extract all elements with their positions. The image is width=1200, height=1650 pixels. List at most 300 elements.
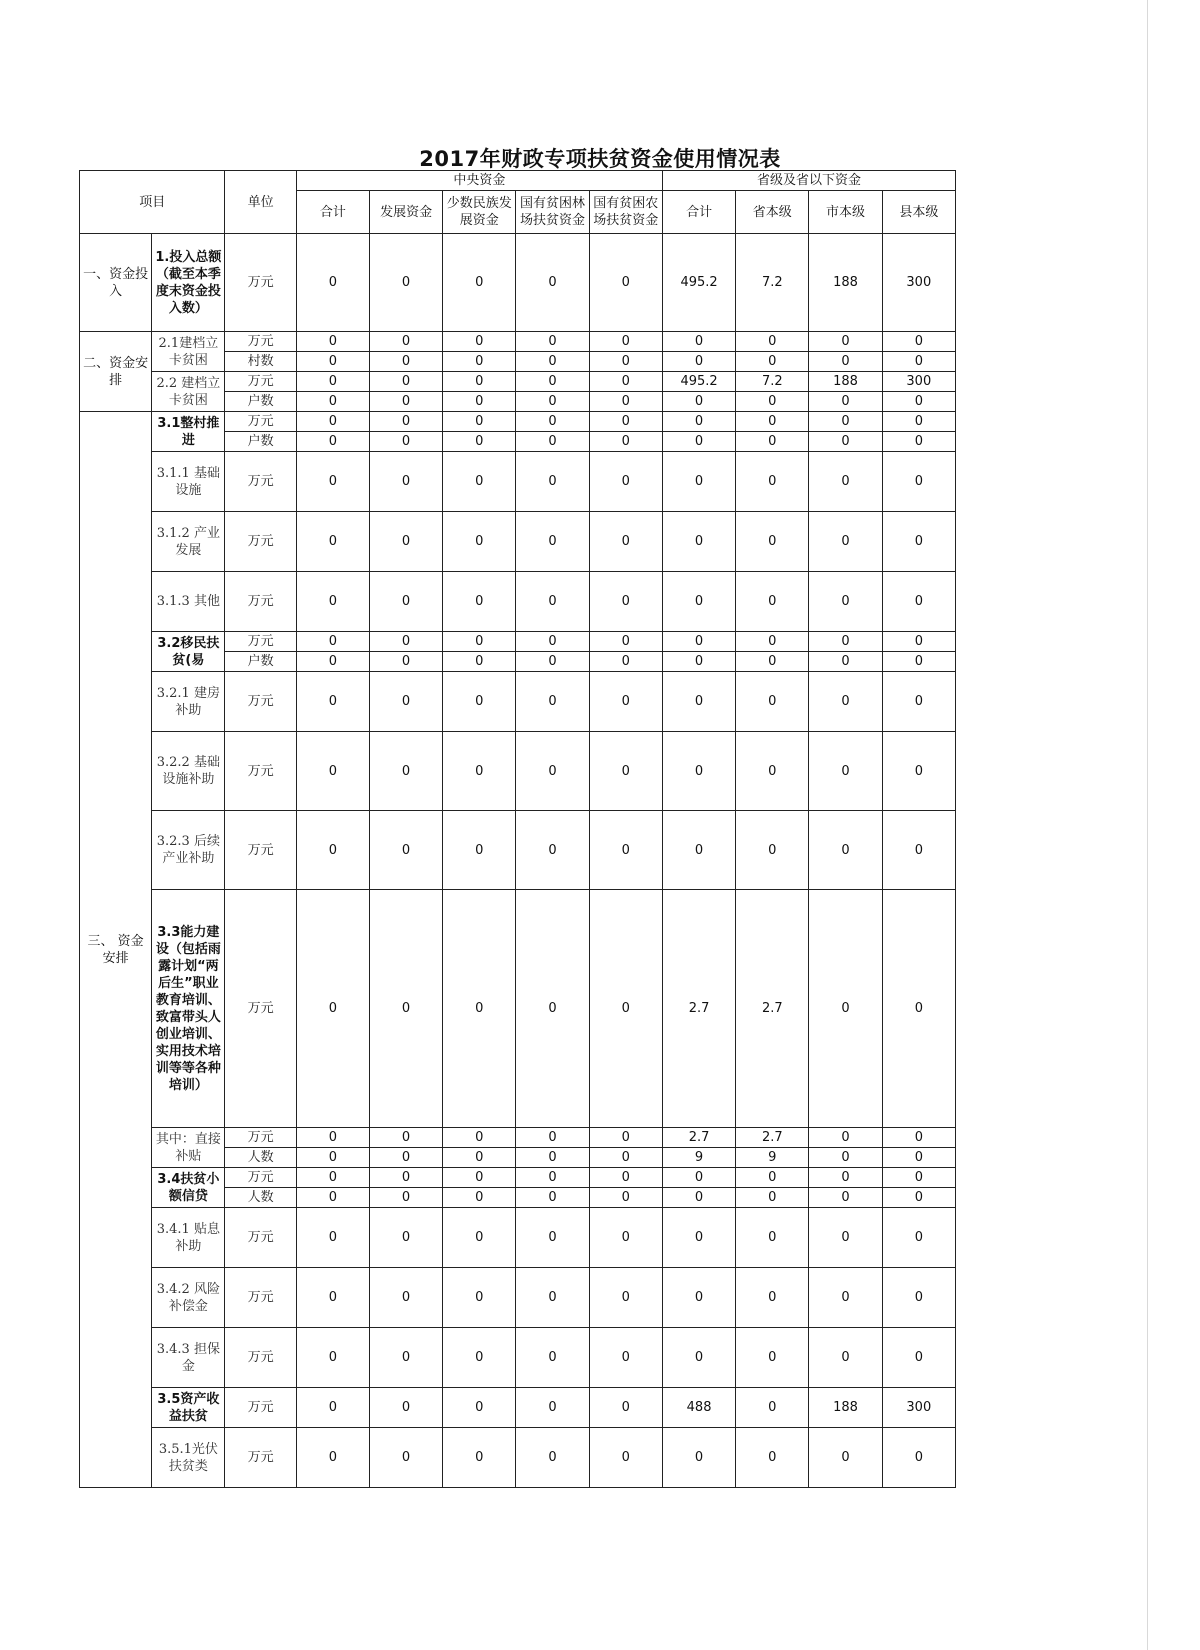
value-cell: 0 (809, 392, 882, 412)
value-cell: 0 (369, 1188, 442, 1208)
value-cell: 0 (369, 890, 442, 1128)
unit-cell: 万元 (225, 1388, 296, 1428)
value-cell: 0 (443, 572, 516, 632)
value-cell: 300 (882, 1388, 955, 1428)
header-row-1 (80, 171, 956, 191)
value-cell: 0 (443, 1388, 516, 1428)
value-cell: 0 (443, 1168, 516, 1188)
value-cell: 0 (589, 1128, 662, 1148)
value-cell: 0 (662, 1328, 735, 1388)
value-cell: 300 (882, 234, 955, 332)
value-cell: 0 (516, 632, 589, 652)
table-row (80, 1328, 956, 1388)
value-cell: 0 (809, 811, 882, 890)
section-label: 一、资金投入 (80, 234, 152, 332)
value-cell: 2.7 (662, 890, 735, 1128)
value-cell: 0 (516, 890, 589, 1128)
value-cell: 0 (882, 811, 955, 890)
value-cell: 0 (589, 512, 662, 572)
value-cell: 0 (443, 1148, 516, 1168)
value-cell: 0 (296, 632, 369, 652)
value-cell: 0 (516, 432, 589, 452)
unit-cell: 万元 (225, 811, 296, 890)
value-cell: 0 (296, 652, 369, 672)
value-cell: 0 (369, 1388, 442, 1428)
value-cell: 0 (589, 234, 662, 332)
value-cell: 0 (809, 890, 882, 1128)
item-label: 3.2.2 基础设施补助 (152, 732, 225, 811)
value-cell: 0 (443, 452, 516, 512)
value-cell: 0 (516, 1328, 589, 1388)
value-cell: 0 (369, 432, 442, 452)
value-cell: 0 (516, 1388, 589, 1428)
header-item: 项目 (80, 171, 225, 234)
value-cell: 0 (736, 512, 809, 572)
value-cell: 0 (809, 1328, 882, 1388)
value-cell: 0 (809, 632, 882, 652)
value-cell: 0 (296, 1328, 369, 1388)
value-cell: 0 (296, 732, 369, 811)
poverty-fund-table (79, 170, 956, 1488)
value-cell: 0 (296, 1428, 369, 1488)
value-cell: 0 (809, 1128, 882, 1148)
value-cell: 0 (882, 890, 955, 1128)
value-cell: 0 (443, 652, 516, 672)
unit-cell: 万元 (225, 1268, 296, 1328)
value-cell: 0 (516, 672, 589, 732)
table-row (80, 234, 956, 332)
table-row (80, 1388, 956, 1428)
value-cell: 0 (809, 1208, 882, 1268)
value-cell: 0 (296, 452, 369, 512)
value-cell: 0 (882, 632, 955, 652)
value-cell: 0 (516, 372, 589, 392)
header-central-farm: 国有贫困农场扶贫资金 (589, 191, 662, 234)
value-cell: 0 (589, 890, 662, 1128)
value-cell: 7.2 (736, 372, 809, 392)
value-cell: 0 (516, 1428, 589, 1488)
value-cell: 0 (589, 392, 662, 412)
value-cell: 0 (662, 1188, 735, 1208)
unit-cell: 万元 (225, 234, 296, 332)
value-cell: 0 (662, 811, 735, 890)
value-cell: 0 (589, 432, 662, 452)
value-cell: 0 (296, 412, 369, 432)
value-cell: 2.7 (736, 890, 809, 1128)
item-label: 3.4.2 风险补偿金 (152, 1268, 225, 1328)
value-cell: 0 (296, 890, 369, 1128)
value-cell: 0 (882, 1268, 955, 1328)
header-prov-total: 合计 (662, 191, 735, 234)
table-row (80, 512, 956, 572)
table-row (80, 632, 956, 652)
table-row (80, 672, 956, 732)
value-cell: 0 (882, 572, 955, 632)
value-cell: 0 (882, 512, 955, 572)
value-cell: 0 (296, 234, 369, 332)
value-cell: 0 (736, 1208, 809, 1268)
table-row (80, 572, 956, 632)
value-cell: 0 (443, 1208, 516, 1268)
value-cell: 0 (369, 332, 442, 352)
value-cell: 0 (516, 1268, 589, 1328)
scan-edge (1147, 0, 1148, 1650)
value-cell: 0 (736, 352, 809, 372)
value-cell: 0 (589, 672, 662, 732)
value-cell: 0 (443, 732, 516, 811)
value-cell: 0 (516, 392, 589, 412)
value-cell: 0 (736, 332, 809, 352)
value-cell: 0 (443, 811, 516, 890)
value-cell: 0 (443, 1268, 516, 1328)
value-cell: 0 (369, 452, 442, 512)
value-cell: 0 (809, 732, 882, 811)
value-cell: 0 (882, 412, 955, 432)
value-cell: 0 (736, 452, 809, 512)
item-label: 3.1整村推进 (152, 412, 225, 452)
value-cell: 0 (516, 1168, 589, 1188)
value-cell: 0 (662, 352, 735, 372)
value-cell: 488 (662, 1388, 735, 1428)
value-cell: 0 (516, 234, 589, 332)
header-prov-province: 省本级 (736, 191, 809, 234)
value-cell: 0 (882, 1148, 955, 1168)
table-row (80, 1428, 956, 1488)
value-cell: 0 (662, 1168, 735, 1188)
value-cell: 0 (296, 672, 369, 732)
value-cell: 0 (296, 1168, 369, 1188)
table-row (80, 412, 956, 432)
value-cell: 0 (296, 352, 369, 372)
value-cell: 0 (809, 432, 882, 452)
value-cell: 0 (736, 1168, 809, 1188)
value-cell: 2.7 (662, 1128, 735, 1148)
value-cell: 0 (736, 811, 809, 890)
value-cell: 0 (516, 1128, 589, 1148)
item-label: 3.1.3 其他 (152, 572, 225, 632)
value-cell: 0 (369, 1328, 442, 1388)
unit-cell: 户数 (225, 392, 296, 412)
section-label: 三、 资金安排 (80, 412, 152, 1488)
value-cell: 0 (369, 632, 442, 652)
value-cell: 0 (589, 372, 662, 392)
value-cell: 0 (443, 234, 516, 332)
value-cell: 0 (662, 572, 735, 632)
value-cell: 0 (882, 432, 955, 452)
value-cell: 0 (296, 372, 369, 392)
unit-cell: 户数 (225, 432, 296, 452)
value-cell: 495.2 (662, 234, 735, 332)
value-cell: 0 (882, 1328, 955, 1388)
item-label: 3.4.3 担保金 (152, 1328, 225, 1388)
value-cell: 9 (662, 1148, 735, 1168)
value-cell: 0 (662, 632, 735, 652)
value-cell: 7.2 (736, 234, 809, 332)
value-cell: 0 (516, 512, 589, 572)
item-label: 3.3能力建设（包括雨露计划“两后生”职业教育培训、致富带头人创业培训、实用技术培训等等各种培训） (152, 890, 225, 1128)
value-cell: 0 (296, 432, 369, 452)
value-cell: 0 (662, 512, 735, 572)
unit-cell: 万元 (225, 632, 296, 652)
value-cell: 0 (516, 332, 589, 352)
value-cell: 0 (443, 352, 516, 372)
item-label: 3.5资产收益扶贫 (152, 1388, 225, 1428)
value-cell: 9 (736, 1148, 809, 1168)
header-central-minority: 少数民族发展资金 (443, 191, 516, 234)
value-cell: 0 (296, 572, 369, 632)
value-cell: 0 (369, 672, 442, 732)
value-cell: 0 (882, 672, 955, 732)
value-cell: 0 (662, 652, 735, 672)
value-cell: 0 (736, 1388, 809, 1428)
value-cell: 0 (296, 1388, 369, 1428)
section-label: 二、资金安排 (80, 332, 152, 412)
value-cell: 0 (589, 412, 662, 432)
value-cell: 0 (662, 1208, 735, 1268)
value-cell: 0 (662, 332, 735, 352)
value-cell: 0 (809, 572, 882, 632)
unit-cell: 万元 (225, 1328, 296, 1388)
value-cell: 0 (369, 811, 442, 890)
value-cell: 0 (882, 1188, 955, 1208)
value-cell: 0 (589, 811, 662, 890)
value-cell: 0 (369, 572, 442, 632)
value-cell: 0 (589, 1388, 662, 1428)
value-cell: 0 (369, 732, 442, 811)
value-cell: 0 (809, 332, 882, 352)
header-provincial: 省级及省以下资金 (662, 171, 955, 191)
value-cell: 0 (662, 1428, 735, 1488)
value-cell: 0 (589, 1168, 662, 1188)
value-cell: 0 (369, 1428, 442, 1488)
header-central: 中央资金 (296, 171, 662, 191)
item-label: 3.1.1 基础设施 (152, 452, 225, 512)
item-label: 3.4.1 贴息补助 (152, 1208, 225, 1268)
table-row (80, 1268, 956, 1328)
header-prov-city: 市本级 (809, 191, 882, 234)
value-cell: 0 (443, 392, 516, 412)
value-cell: 0 (882, 1208, 955, 1268)
item-label: 3.4扶贫小额信贷 (152, 1168, 225, 1208)
value-cell: 188 (809, 234, 882, 332)
value-cell: 0 (736, 652, 809, 672)
value-cell: 0 (882, 1428, 955, 1488)
value-cell: 0 (736, 412, 809, 432)
value-cell: 0 (662, 732, 735, 811)
value-cell: 0 (369, 512, 442, 572)
value-cell: 0 (443, 1428, 516, 1488)
value-cell: 0 (736, 1268, 809, 1328)
value-cell: 0 (443, 1128, 516, 1148)
item-label: 3.2移民扶贫(易 (152, 632, 225, 672)
value-cell: 495.2 (662, 372, 735, 392)
value-cell: 0 (736, 1328, 809, 1388)
value-cell: 0 (736, 432, 809, 452)
unit-cell: 万元 (225, 732, 296, 811)
value-cell: 0 (369, 1268, 442, 1328)
item-label: 1.投入总额（截至本季度末资金投入数） (152, 234, 225, 332)
table-row (80, 1168, 956, 1188)
value-cell: 0 (589, 652, 662, 672)
header-central-dev: 发展资金 (369, 191, 442, 234)
value-cell: 0 (589, 332, 662, 352)
unit-cell: 万元 (225, 512, 296, 572)
value-cell: 0 (589, 1188, 662, 1208)
value-cell: 0 (369, 1208, 442, 1268)
value-cell: 0 (882, 332, 955, 352)
value-cell: 0 (296, 512, 369, 572)
item-label: 3.2.1 建房补助 (152, 672, 225, 732)
unit-cell: 村数 (225, 352, 296, 372)
value-cell: 0 (736, 572, 809, 632)
header-central-total: 合计 (296, 191, 369, 234)
value-cell: 0 (443, 412, 516, 432)
value-cell: 0 (589, 452, 662, 512)
value-cell: 0 (809, 672, 882, 732)
unit-cell: 万元 (225, 672, 296, 732)
value-cell: 0 (589, 632, 662, 652)
item-label: 其中：直接补贴 (152, 1128, 225, 1168)
value-cell: 0 (589, 1268, 662, 1328)
value-cell: 0 (296, 811, 369, 890)
unit-cell: 万元 (225, 572, 296, 632)
value-cell: 0 (882, 732, 955, 811)
value-cell: 0 (296, 1208, 369, 1268)
value-cell: 300 (882, 372, 955, 392)
unit-cell: 万元 (225, 1428, 296, 1488)
value-cell: 0 (369, 352, 442, 372)
value-cell: 0 (809, 1188, 882, 1208)
item-label: 3.2.3 后续产业补助 (152, 811, 225, 890)
value-cell: 0 (516, 572, 589, 632)
value-cell: 0 (296, 1148, 369, 1168)
value-cell: 0 (736, 392, 809, 412)
value-cell: 0 (589, 732, 662, 811)
value-cell: 0 (809, 412, 882, 432)
unit-cell: 户数 (225, 652, 296, 672)
value-cell: 0 (443, 890, 516, 1128)
value-cell: 0 (443, 332, 516, 352)
unit-cell: 万元 (225, 1128, 296, 1148)
value-cell: 0 (516, 652, 589, 672)
unit-cell: 万元 (225, 372, 296, 392)
value-cell: 0 (736, 1428, 809, 1488)
value-cell: 0 (296, 392, 369, 412)
unit-cell: 万元 (225, 452, 296, 512)
table-row (80, 372, 956, 392)
value-cell: 0 (589, 1208, 662, 1268)
value-cell: 0 (443, 672, 516, 732)
item-label: 2.2 建档立卡贫困 (152, 372, 225, 412)
value-cell: 0 (809, 512, 882, 572)
value-cell: 0 (662, 1268, 735, 1328)
value-cell: 0 (443, 372, 516, 392)
value-cell: 0 (516, 1188, 589, 1208)
unit-cell: 万元 (225, 332, 296, 352)
value-cell: 0 (662, 672, 735, 732)
unit-cell: 万元 (225, 1208, 296, 1268)
value-cell: 0 (882, 392, 955, 412)
value-cell: 0 (443, 512, 516, 572)
header-prov-county: 县本级 (882, 191, 955, 234)
item-label: 3.5.1光伏扶贫类 (152, 1428, 225, 1488)
value-cell: 0 (443, 1328, 516, 1388)
item-label: 2.1建档立卡贫困 (152, 332, 225, 372)
value-cell: 0 (369, 1148, 442, 1168)
value-cell: 0 (589, 572, 662, 632)
value-cell: 0 (296, 1268, 369, 1328)
value-cell: 0 (809, 352, 882, 372)
value-cell: 0 (882, 1128, 955, 1148)
unit-cell: 万元 (225, 412, 296, 432)
value-cell: 0 (296, 332, 369, 352)
table-row (80, 452, 956, 512)
value-cell: 0 (369, 392, 442, 412)
table-row (80, 811, 956, 890)
value-cell: 0 (589, 352, 662, 372)
value-cell: 0 (516, 732, 589, 811)
value-cell: 0 (809, 1268, 882, 1328)
value-cell: 0 (296, 1188, 369, 1208)
value-cell: 0 (736, 732, 809, 811)
unit-cell: 人数 (225, 1148, 296, 1168)
unit-cell: 万元 (225, 890, 296, 1128)
value-cell: 0 (589, 1428, 662, 1488)
value-cell: 0 (369, 1128, 442, 1148)
unit-cell: 人数 (225, 1188, 296, 1208)
value-cell: 0 (882, 1168, 955, 1188)
table-row (80, 732, 956, 811)
value-cell: 0 (516, 412, 589, 432)
value-cell: 0 (296, 1128, 369, 1148)
value-cell: 0 (589, 1328, 662, 1388)
table-row (80, 332, 956, 352)
value-cell: 0 (662, 452, 735, 512)
value-cell: 0 (736, 632, 809, 652)
value-cell: 0 (369, 412, 442, 432)
value-cell: 0 (589, 1148, 662, 1168)
value-cell: 0 (809, 1168, 882, 1188)
value-cell: 0 (809, 1428, 882, 1488)
table-row (80, 890, 956, 1128)
value-cell: 0 (662, 392, 735, 412)
value-cell: 0 (443, 632, 516, 652)
value-cell: 188 (809, 1388, 882, 1428)
table-row (80, 1208, 956, 1268)
value-cell: 0 (662, 412, 735, 432)
header-central-forest: 国有贫困林场扶贫资金 (516, 191, 589, 234)
value-cell: 0 (882, 352, 955, 372)
value-cell: 0 (809, 652, 882, 672)
value-cell: 0 (369, 372, 442, 392)
value-cell: 0 (443, 1188, 516, 1208)
value-cell: 0 (516, 1208, 589, 1268)
value-cell: 0 (443, 432, 516, 452)
value-cell: 188 (809, 372, 882, 392)
value-cell: 0 (882, 652, 955, 672)
value-cell: 0 (736, 672, 809, 732)
value-cell: 0 (516, 1148, 589, 1168)
page-title: 2017年财政专项扶贫资金使用情况表 (419, 147, 781, 171)
value-cell: 0 (516, 452, 589, 512)
value-cell: 0 (369, 652, 442, 672)
value-cell: 0 (809, 1148, 882, 1168)
value-cell: 0 (369, 1168, 442, 1188)
value-cell: 0 (516, 352, 589, 372)
header-unit: 单位 (225, 171, 296, 234)
value-cell: 0 (369, 234, 442, 332)
table-row (80, 1128, 956, 1148)
